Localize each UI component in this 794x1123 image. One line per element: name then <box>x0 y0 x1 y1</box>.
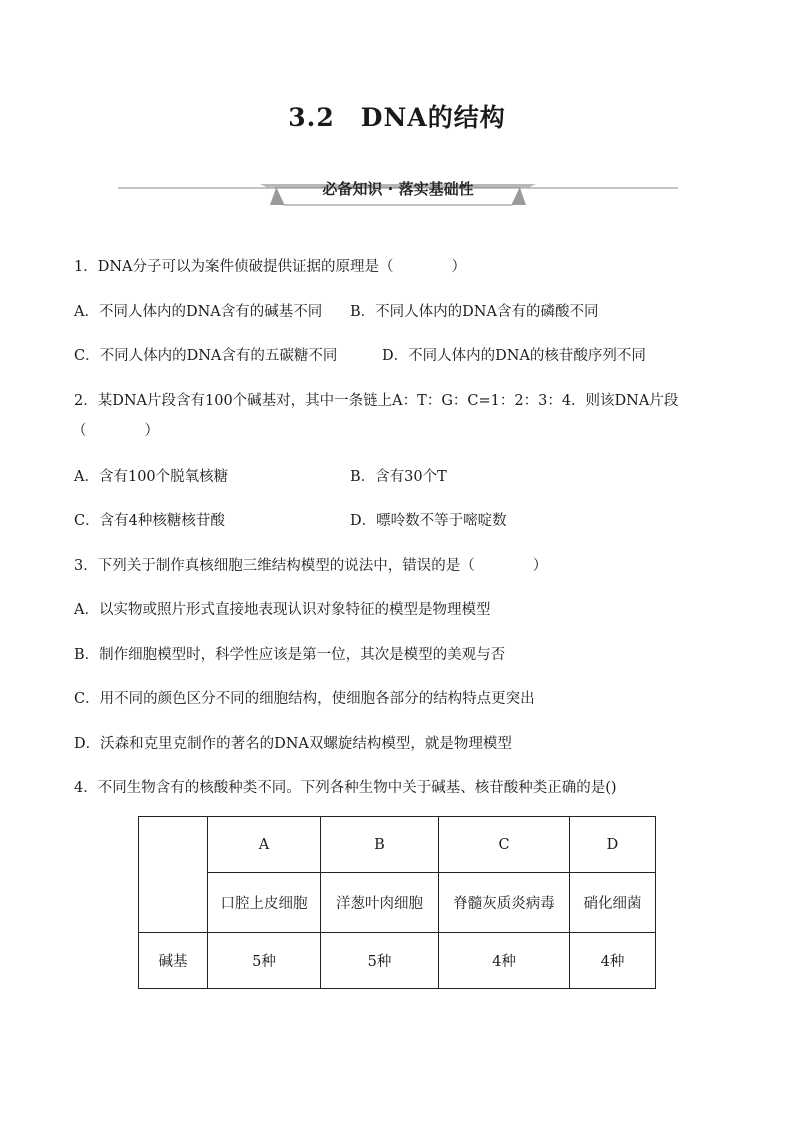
table-header-letter: A <box>208 817 321 873</box>
question-3-option-a: A．以实物或照片形式直接地表现认识对象特征的模型是物理模型 <box>74 602 491 618</box>
question-1-option-d: D．不同人体内的DNA的核苷酸序列不同 <box>382 348 646 364</box>
table-corner-cell <box>139 817 208 933</box>
table-bases-cell: 4种 <box>570 933 656 989</box>
table-organism-cell: 硝化细菌 <box>570 873 656 933</box>
table-row-label: 碱基 <box>139 933 208 989</box>
section-banner <box>118 174 678 208</box>
question-3-option-d: D．沃森和克里克制作的著名的DNA双螺旋结构模型，就是物理模型 <box>74 736 512 752</box>
table-header-letter: B <box>321 817 439 873</box>
question-4-stem: 4．不同生物含有的核酸种类不同。下列各种生物中关于碱基、核苷酸种类正确的是() <box>74 780 617 796</box>
question-3-option-c: C．用不同的颜色区分不同的细胞结构，使细胞各部分的结构特点更突出 <box>74 691 535 707</box>
table-row <box>139 817 656 873</box>
table-bases-cell: 5种 <box>321 933 439 989</box>
table-bases-cell: 4种 <box>439 933 570 989</box>
question-3-stem: 3．下列关于制作真核细胞三维结构模型的说法中，错误的是（ ） <box>74 558 548 574</box>
question-2-stem-cont: （ ） <box>72 423 159 439</box>
question-2-stem: 2．某DNA片段含有100个碱基对，其中一条链上A：T：G：C=1：2：3：4．则该DNA片段 <box>74 393 679 409</box>
question-1-option-b: B．不同人体内的DNA含有的磷酸不同 <box>350 304 599 320</box>
table-header-letter: D <box>570 817 656 873</box>
question-1-option-c: C．不同人体内的DNA含有的五碳糖不同 <box>74 348 338 364</box>
question-2-option-c: C．含有4种核糖核苷酸 <box>74 513 225 529</box>
question-3-option-b: B．制作细胞模型时，科学性应该是第一位，其次是模型的美观与否 <box>74 647 506 663</box>
question-2-option-a: A．含有100个脱氧核糖 <box>74 469 229 485</box>
table-header-letter: C <box>439 817 570 873</box>
table-organism-cell: 脊髓灰质炎病毒 <box>439 873 570 933</box>
table-organism-cell: 洋葱叶肉细胞 <box>321 873 439 933</box>
table-bases-cell: 5种 <box>208 933 321 989</box>
table-row <box>139 873 656 933</box>
question-4-table <box>138 816 656 989</box>
question-2-option-d: D．嘌呤数不等于嘧啶数 <box>350 513 507 529</box>
table-row <box>139 933 656 989</box>
banner-label: 必备知识 · 落实基础性 <box>322 180 474 198</box>
page-title: 3.2 DNA的结构 <box>288 103 506 132</box>
question-2-option-b: B．含有30个T <box>350 469 447 485</box>
question-1-option-a: A．不同人体内的DNA含有的碱基不同 <box>74 304 323 320</box>
question-1-stem: 1．DNA分子可以为案件侦破提供证据的原理是（ ） <box>74 259 467 275</box>
table-organism-cell: 口腔上皮细胞 <box>208 873 321 933</box>
